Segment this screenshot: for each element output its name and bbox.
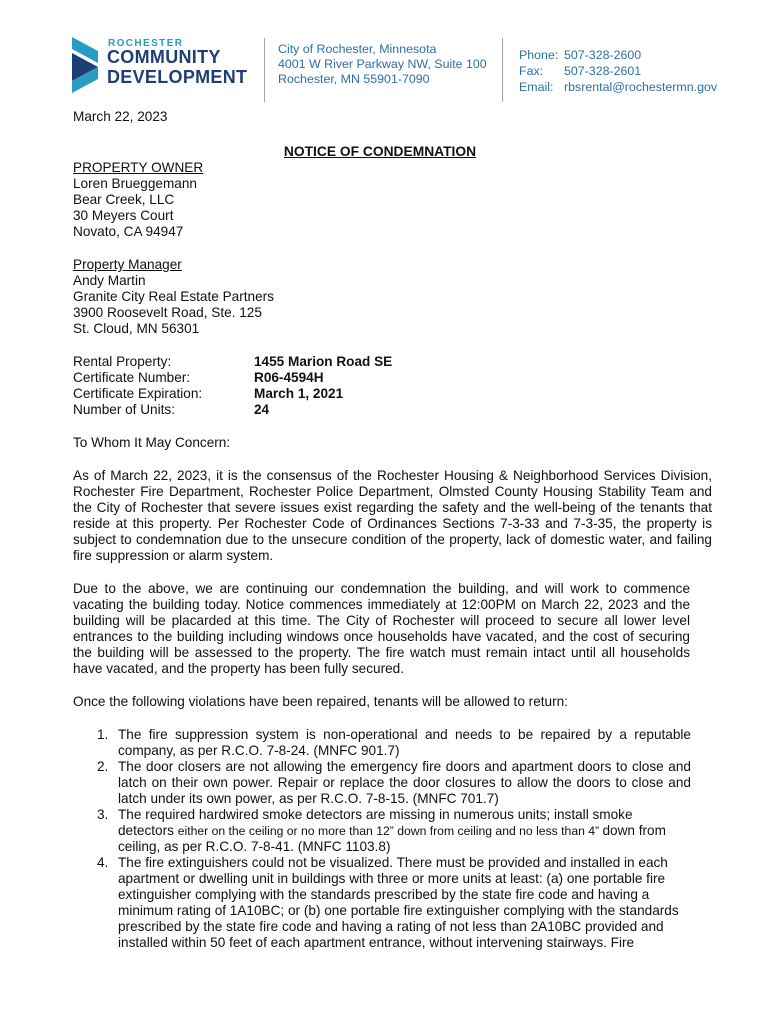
community-development-logo [72, 36, 262, 94]
property-manager-block [73, 257, 713, 337]
owner-line: Loren Brueggemann [73, 176, 197, 191]
chevron-logo-icon [72, 37, 100, 93]
paragraph-consensus: As of March 22, 2023, it is the consensus of the Rochester Housing & Neighborhood Services Division, Rochester Fire Department, Rochester Police Department, Olmsted County Housing Stability Team and the City of Rochester that severe issues exist regarding the safety and the well-being of the tenants that reside at this property. Per Rochester Code of Ordinances Sections 7-3-33 and 7-3-35, the property is subject to condemnation due to the unsecure condition of the property, lack of domestic water, and failing fire suppression or alarm system. [73, 468, 712, 563]
manager-heading: Property Manager [73, 257, 182, 272]
property-info-row: Certificate Number: R06-4594H [73, 370, 324, 385]
logo-text-rochester: ROCHESTER [108, 38, 184, 49]
logo-text-development: DEVELOPMENT [107, 67, 248, 87]
owner-line: Bear Creek, LLC [73, 192, 175, 207]
property-owner-block [73, 160, 713, 240]
violation-item: 3. The required hardwired smoke detectors are missing in numerous units; install smoke detectors either on the ceiling or no more than 12” down from ceiling and no less than 4” down from ceiling, as per R.C.O. 7-8-41. (MNFC 1103.8) [97, 807, 666, 854]
property-info-block [73, 354, 713, 418]
city-address [278, 42, 487, 87]
owner-line: Novato, CA 94947 [73, 224, 184, 239]
letterhead [0, 0, 768, 105]
header-divider [264, 38, 265, 102]
manager-line: 3900 Roosevelt Road, Ste. 125 [73, 305, 262, 320]
contact-info [519, 47, 717, 95]
manager-line: Andy Martin [73, 273, 146, 288]
notice-title: NOTICE OF CONDEMNATION [283, 144, 477, 159]
address-line: Rochester, MN 55901-7090 [278, 72, 430, 86]
violations-list [73, 727, 713, 951]
address-line: 4001 W River Parkway NW, Suite 100 [278, 57, 487, 71]
property-info-row: Number of Units: 24 [73, 402, 270, 417]
property-info-row: Rental Property: 1455 Marion Road SE [73, 354, 393, 369]
manager-line: Granite City Real Estate Partners [73, 289, 274, 304]
letter-date: March 22, 2023 [73, 109, 168, 124]
contact-email: Email: rbsrental@rochestermn.gov [519, 80, 718, 94]
violation-item: 1. The fire suppression system is non-operational and needs to be repaired by a reputable company, as per R.C.O. 7-8-24. (MNFC 901.7) [97, 727, 691, 758]
owner-line: 30 Meyers Court [73, 208, 174, 223]
property-info-row: Certificate Expiration: March 1, 2021 [73, 386, 344, 401]
owner-heading: PROPERTY OWNER [73, 160, 204, 175]
contact-fax: Fax: 507-328-2601 [519, 64, 642, 78]
paragraph-return: Once the following violations have been repaired, tenants will be allowed to return: [73, 694, 568, 709]
logo-text-community: COMMUNITY [107, 47, 221, 67]
violation-item: 4. The fire extinguishers could not be visualized. There must be provided and installed in each apartment or dwelling unit in buildings with three or more units at least: (a) one portable fire extinguisher complying with the standards prescribed by the state fire code and having a minimum rating of 1A10BC; or (b) one portable fire extinguisher complying with the standards prescribed by the state fire code and having a rating of not less than 2A10BC provided and installed within 50 feet of each apartment entrance, without intervening stairways. Fire [97, 855, 679, 950]
violation-item: 2. The door closers are not allowing the emergency fire doors and apartment doors to close and latch on their own power. Repair or replace the door closures to allow the doors to close and latch under its own power, as per R.C.O. 7-8-15. (MNFC 701.7) [97, 759, 691, 806]
address-line: City of Rochester, Minnesota [278, 42, 437, 56]
salutation: To Whom It May Concern: [73, 435, 231, 450]
manager-line: St. Cloud, MN 56301 [73, 321, 200, 336]
header-divider [502, 38, 503, 102]
contact-phone: Phone: 507-328-2600 [519, 48, 642, 62]
paragraph-vacating: Due to the above, we are continuing our condemnation the building, and will work to commence vacating the building today. Notice commences immediately at 12:00PM on March 22, 2023 and the building will be placarded at this time. The City of Rochester will proceed to secure all lower level entrances to the building including windows once households have vacated, and the cost of securing the building will be assessed to the property. The fire watch must remain intact until all households have vacated, and the property has been fully secured. [73, 581, 690, 676]
letter-body [73, 109, 713, 951]
